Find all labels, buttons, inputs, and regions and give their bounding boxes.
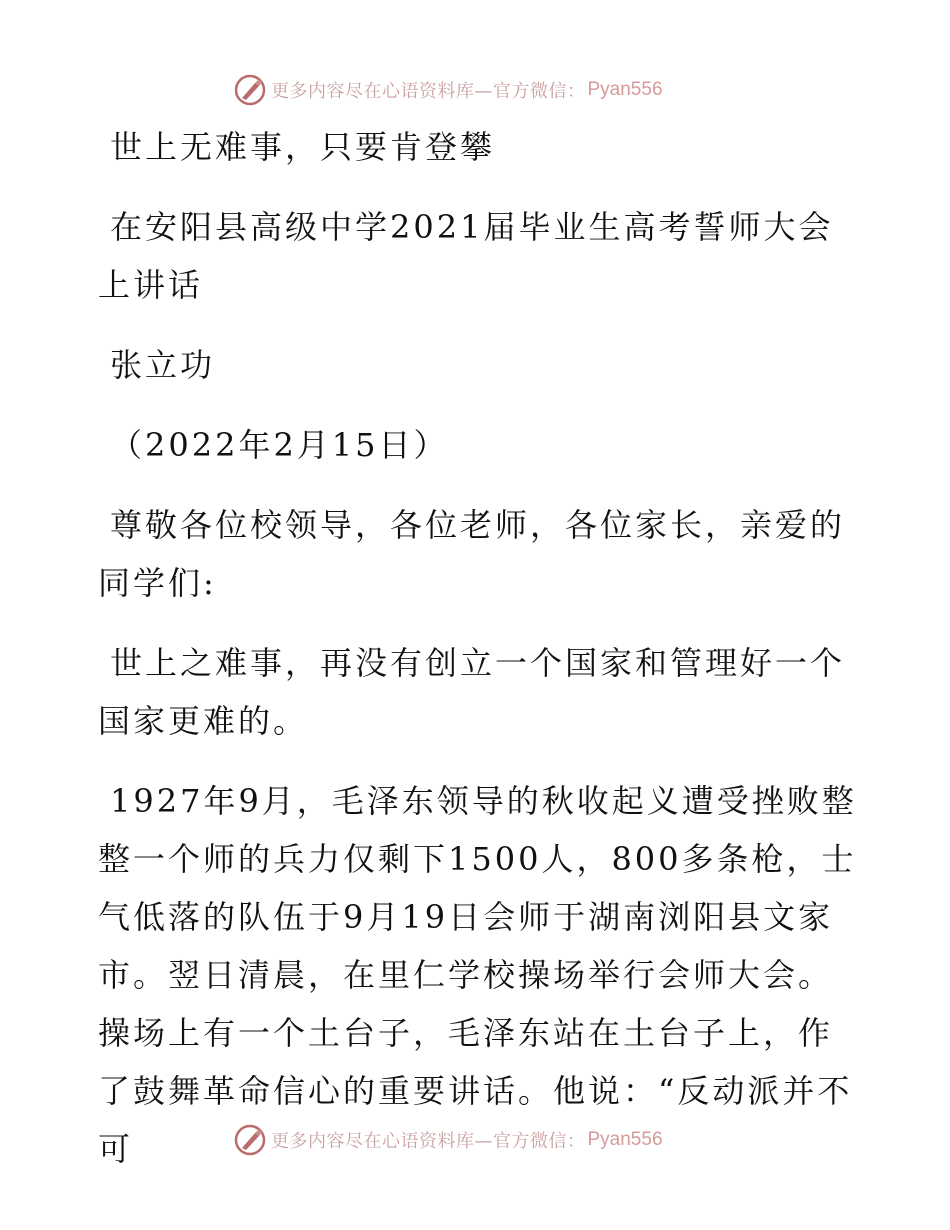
- watermark-id: Pyan556: [587, 1129, 663, 1150]
- watermark-text: 更多内容尽在心语资料库—官方微信：: [271, 1131, 586, 1152]
- speech-occasion: 在安阳县高级中学2021届毕业生高考誓师大会上讲话: [98, 208, 834, 304]
- pen-logo-icon: [233, 73, 267, 107]
- document-body: [98, 118, 858, 1200]
- watermark-header: [233, 72, 663, 108]
- pen-logo-icon: [233, 1123, 267, 1157]
- speaker-name: 张立功: [110, 346, 216, 384]
- speech-date: （2022年2月15日）: [110, 426, 449, 464]
- body-paragraph: 1927年9月，毛泽东领导的秋收起义遭受挫败整整一个师的兵力仅剩下1500人，800多条枪，士气低落的队伍于9月19日会师于湖南浏阳县文家市。翌日清晨，在里仁学校操场举行会师大会。操场上有一个土台子，毛泽东站在土台子上，作了鼓舞革命信心的重要讲话。他说：“反动派并不可: [98, 782, 857, 1168]
- salutation: 尊敬各位校领导，各位老师，各位家长，亲爱的同学们:: [98, 506, 846, 602]
- speech-title: 世上无难事，只要肯登攀: [110, 128, 496, 166]
- watermark-footer: [233, 1122, 663, 1158]
- watermark-id: Pyan556: [587, 79, 663, 100]
- body-paragraph: 世上之难事，再没有创立一个国家和管理好一个国家更难的。: [98, 644, 846, 740]
- watermark-text: 更多内容尽在心语资料库—官方微信：: [271, 81, 586, 102]
